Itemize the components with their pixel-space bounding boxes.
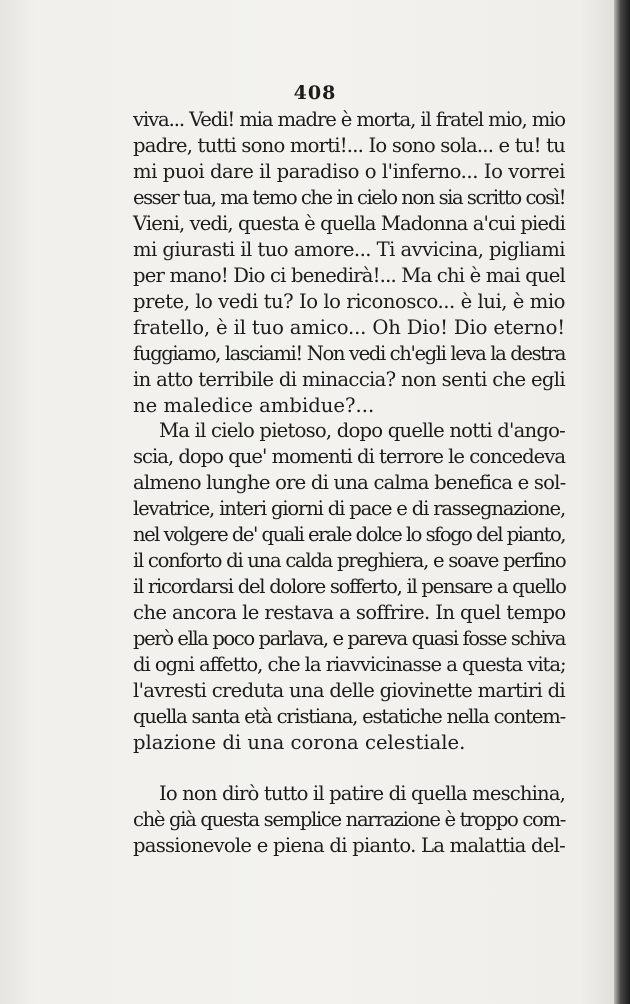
text-line: il ricordarsi del dolore sofferto, il pensare a quello [133, 575, 566, 598]
page-number: 408 [293, 82, 337, 104]
text-line: levatrice, interi giorni di pace e di rassegnazione, [133, 497, 565, 520]
text-line: ne maledice ambidue?... [133, 394, 375, 417]
text-line: mi puoi dare il paradiso o l'inferno... Io vorrei [133, 160, 565, 183]
text-line: quella santa età cristiana, estatiche nella contem- [133, 705, 565, 728]
text-line: Ma il cielo pietoso, dopo quelle notti d'ango- [159, 419, 565, 442]
text-line: chè già questa semplice narrazione è troppo com- [133, 808, 565, 831]
text-line: Vieni, vedi, questa è quella Madonna a'cui piedi [133, 212, 565, 235]
text-line: padre, tutti sono morti!... Io sono sola... e tu! tu [133, 134, 565, 157]
text-line: per mano! Dio ci benedirà!... Ma chi è mai quel [133, 264, 565, 287]
text-line: di ogni affetto, che la riavvicinasse a questa vita; [133, 653, 566, 676]
text-line: esser tua, ma temo che in cielo non sia scritto così! [133, 186, 565, 209]
text-line: almeno lunghe ore di una calma benefica e sol- [133, 471, 566, 494]
text-line: il conforto di una calda preghiera, e soave perfino [133, 549, 566, 572]
text-line: l'avresti creduta una delle giovinette martiri di [133, 679, 565, 702]
text-line: viva... Vedi! mia madre è morta, il fratel mio, mio [133, 108, 565, 131]
text-line: nel volgere de' quali erale dolce lo sfogo del pianto, [133, 523, 565, 546]
text-line: Io non dirò tutto il patire di quella meschina, [159, 782, 565, 805]
paragraph-2 [133, 418, 565, 756]
text-line: prete, lo vedi tu? Io lo riconosco... è lui, è mio [133, 290, 565, 313]
text-line: che ancora le restava a soffrire. In quel tempo [133, 601, 566, 624]
text-line: però ella poco parlava, e pareva quasi fosse schiva [133, 627, 565, 650]
text-line: plazione di una corona celestiale. [133, 731, 466, 754]
text-line: mi giurasti il tuo amore... Ti avvicina, pigliami [133, 238, 565, 261]
text-line: in atto terribile di minaccia? non senti che egli [133, 368, 565, 391]
text-line: fuggiamo, lasciami! Non vedi ch'egli leva la destra [133, 342, 565, 365]
paragraph-3 [133, 781, 565, 859]
page-edge-shadow [614, 0, 630, 1004]
text-line: scia, dopo que' momenti di terrore le concedeva [133, 445, 565, 468]
text-line: fratello, è il tuo amico... Oh Dio! Dio eterno! [133, 316, 565, 339]
paragraph-1 [133, 107, 565, 419]
text-line: passionevole e piena di pianto. La malattia del- [133, 834, 565, 857]
